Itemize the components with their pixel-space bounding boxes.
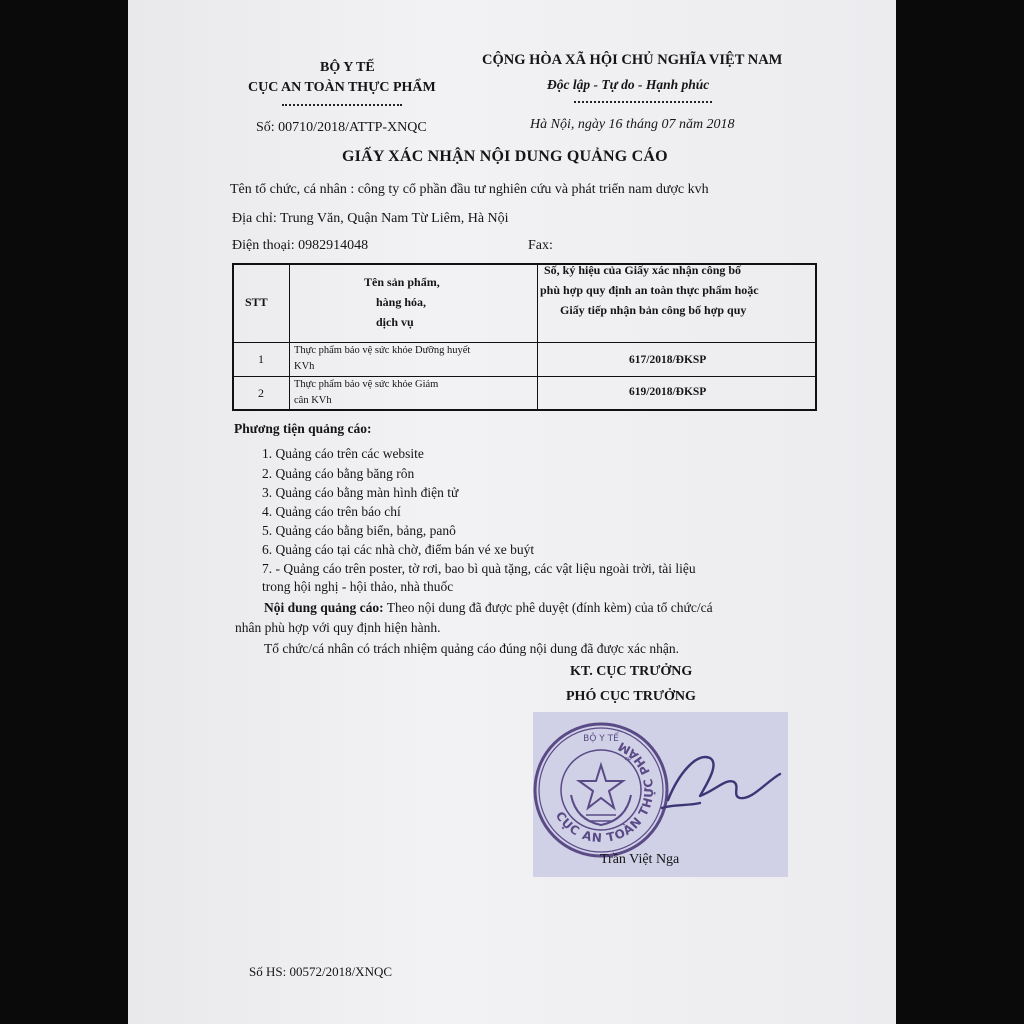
row2-product-l2: cân KVh (294, 395, 332, 406)
content-line-2: nhân phù hợp với quy định hiện hành. (235, 620, 441, 635)
media-item-4: 4. Quảng cáo trên báo chí (262, 504, 401, 519)
table-header-product-l2: hàng hóa, (376, 295, 427, 309)
document-title: GIẤY XÁC NHẬN NỘI DUNG QUẢNG CÁO (342, 148, 668, 165)
org-name-line: Tên tổ chức, cá nhân : công ty cổ phần đầu tư nghiên cứu và phát triển nam dược kvh (230, 182, 709, 197)
stamp-top-text: BỘ Y TẾ (583, 734, 619, 744)
table-header-product-l1: Tên sản phẩm, (364, 275, 440, 289)
media-item-7-cont: trong hội nghị - hội thảo, nhà thuốc (262, 579, 454, 594)
table-row (234, 343, 290, 377)
table-header-cert-l2: phù hợp quy định an toàn thực phẩm hoặc (540, 283, 759, 297)
table-header-cert-l1: Số, ký hiệu của Giấy xác nhận công bố (544, 263, 742, 277)
table-row (234, 377, 290, 409)
signature-title-2: PHÓ CỤC TRƯỞNG (566, 689, 696, 704)
media-item-6: 6. Quảng cáo tại các nhà chờ, điểm bán vé xe buýt (262, 542, 535, 557)
row1-product-l1: Thực phẩm bảo vệ sức khỏe Dưỡng huyết (294, 345, 471, 356)
row1-product-l2: KVh (294, 361, 315, 372)
row1-cert-cell (538, 343, 815, 377)
row2-product-cell (290, 377, 538, 409)
table-header-stt-label: STT (245, 295, 268, 309)
table-header-stt (234, 265, 290, 343)
org-fax-line: Fax: (528, 238, 553, 253)
document-number: Số: 00710/2018/ATTP-XNQC (256, 120, 427, 135)
table-header-product (290, 265, 538, 343)
issue-date: Hà Nội, ngày 16 tháng 07 năm 2018 (530, 117, 735, 132)
motto-underline (574, 101, 712, 103)
signature-title-1: KT. CỤC TRƯỞNG (570, 664, 693, 679)
media-item-1: 1. Quảng cáo trên các website (262, 446, 424, 461)
row2-cert-cell (538, 377, 815, 409)
org-address-line: Địa chỉ: Trung Văn, Quận Nam Từ Liêm, Hà Nội (232, 211, 509, 226)
media-heading: Phương tiện quảng cáo: (234, 421, 372, 436)
row2-cert: 619/2018/ĐKSP (629, 386, 707, 398)
content-line-1 (264, 601, 713, 615)
media-item-7: 7. - Quảng cáo trên poster, tờ rơi, bao bì quà tặng, các vật liệu ngoài trời, tài liệu (262, 561, 696, 576)
product-table (232, 263, 817, 411)
media-item-5: 5. Quảng cáo bằng biển, bảng, panô (262, 523, 456, 538)
table-header-cert (538, 265, 815, 343)
agency-underline (282, 104, 402, 106)
agency-name: CỤC AN TOÀN THỰC PHẨM (248, 80, 436, 95)
content-label: Nội dung quảng cáo: (264, 600, 384, 615)
table-header-cert-l3: Giấy tiếp nhận bản công bố hợp quy (560, 303, 747, 317)
signature-scribble-icon (648, 730, 788, 815)
row1-cert: 617/2018/ĐKSP (629, 354, 707, 366)
responsibility-line: Tổ chức/cá nhân có trách nhiệm quảng cáo đúng nội dung đã được xác nhận. (264, 641, 680, 656)
stamp-ring-text: CỤC AN TOÀN THỰC PHẨM (552, 738, 657, 846)
media-item-2: 2. Quảng cáo bằng băng rôn (262, 466, 415, 481)
table-header-product-l3: dịch vụ (376, 315, 414, 329)
ministry-name: BỘ Y TẾ (320, 60, 375, 75)
media-item-3: 3. Quảng cáo bằng màn hình điện tử (262, 485, 459, 500)
republic-name: CỘNG HÒA XÃ HỘI CHỦ NGHĨA VIỆT NAM (482, 52, 783, 68)
document-page (128, 0, 896, 1024)
row1-stt: 1 (258, 352, 264, 366)
org-phone-line: Điện thoại: 0982914048 (232, 238, 369, 253)
file-number: Số HS: 00572/2018/XNQC (249, 964, 393, 979)
signer-name: Trần Việt Nga (600, 852, 680, 867)
national-motto: Độc lập - Tự do - Hạnh phúc (547, 77, 710, 92)
row2-product-l1: Thực phẩm bảo vệ sức khỏe Giảm (294, 379, 439, 390)
row2-stt: 2 (258, 386, 264, 400)
content-text-1: Theo nội dung đã được phê duyệt (đính kèm) của tổ chức/cá (383, 600, 713, 615)
row1-product-cell (290, 343, 538, 377)
